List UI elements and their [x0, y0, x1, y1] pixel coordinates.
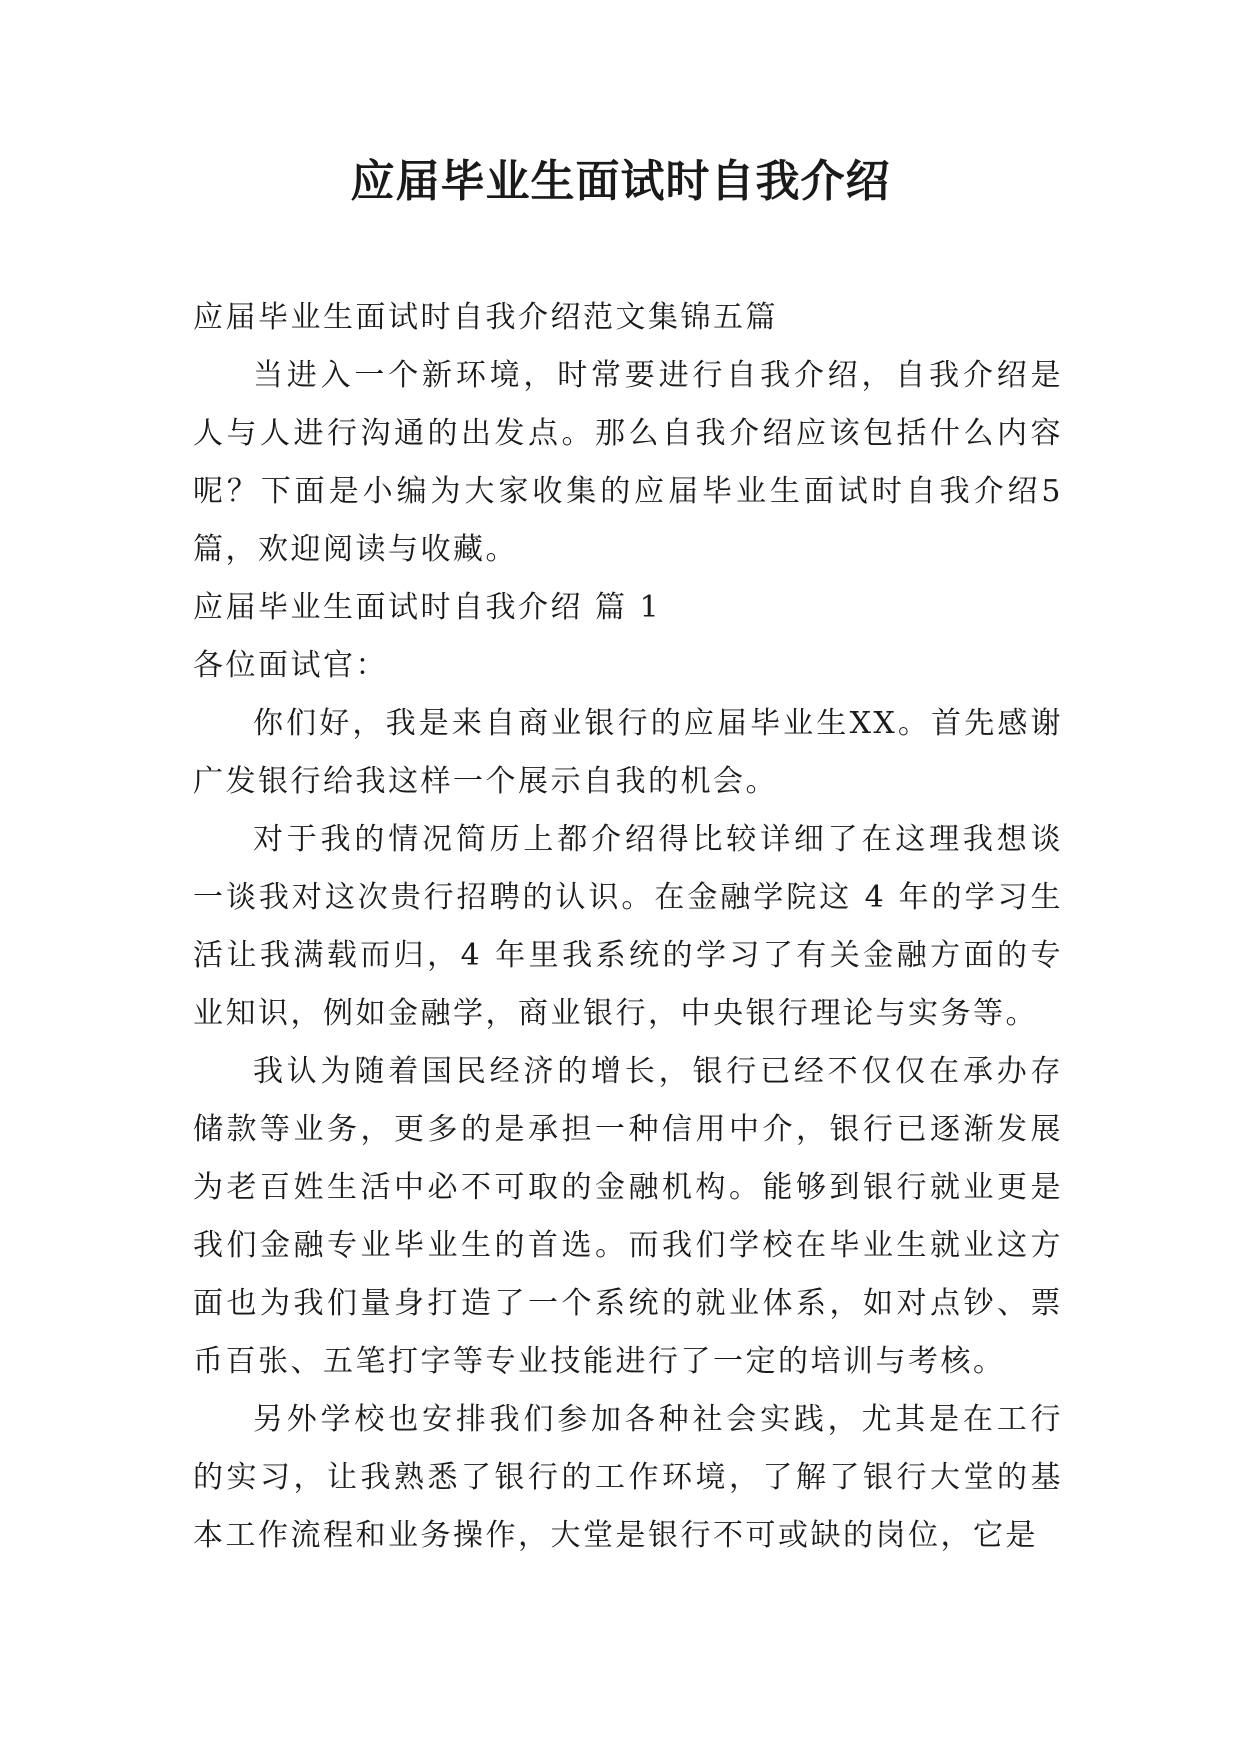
body-paragraph: 我认为随着国民经济的增长，银行已经不仅仅在承办存储款等业务，更多的是承担一种信用中介，银行已逐渐发展为老百姓生活中必不可取的金融机构。能够到银行就业更是我们金融专业毕业生的首选。而我们学校在毕业生就业这方面也为我们量身打造了一个系统的就业体系，如对点钞、票币百张、五笔打字等专业技能进行了一定的培训与考核。 — [193, 1054, 1063, 1379]
body-paragraph: 对于我的情况简历上都介绍得比较详细了在这理我想谈一谈我对这次贵行招聘的认识。在金融学院这 4 年的学习生活让我满载而归，4 年里我系统的学习了有关金融方面的专业知识，例如金融学，商业银行，中央银行理论与实务等。 — [193, 822, 1063, 1031]
subtitle-paragraph: 应届毕业生面试时自我介绍范文集锦五篇 — [193, 300, 778, 335]
body-paragraph: 你们好，我是来自商业银行的应届毕业生XX。首先感谢广发银行给我这样一个展示自我的机会。 — [193, 706, 1063, 799]
intro-paragraph: 当进入一个新环境，时常要进行自我介绍，自我介绍是人与人进行沟通的出发点。那么自我介绍应该包括什么内容呢？下面是小编为大家收集的应届毕业生面试时自我介绍5篇，欢迎阅读与收藏。 — [193, 358, 1063, 567]
body-paragraph: 另外学校也安排我们参加各种社会实践，尤其是在工行的实习，让我熟悉了银行的工作环境，了解了银行大堂的基本工作流程和业务操作，大堂是银行不可或缺的岗位，它是 — [193, 1402, 1063, 1553]
document-title: 应届毕业生面试时自我介绍 — [350, 156, 891, 207]
section-heading: 应届毕业生面试时自我介绍 篇 1 — [193, 590, 662, 625]
salutation: 各位面试官： — [193, 648, 388, 683]
document-body — [193, 289, 1063, 1565]
